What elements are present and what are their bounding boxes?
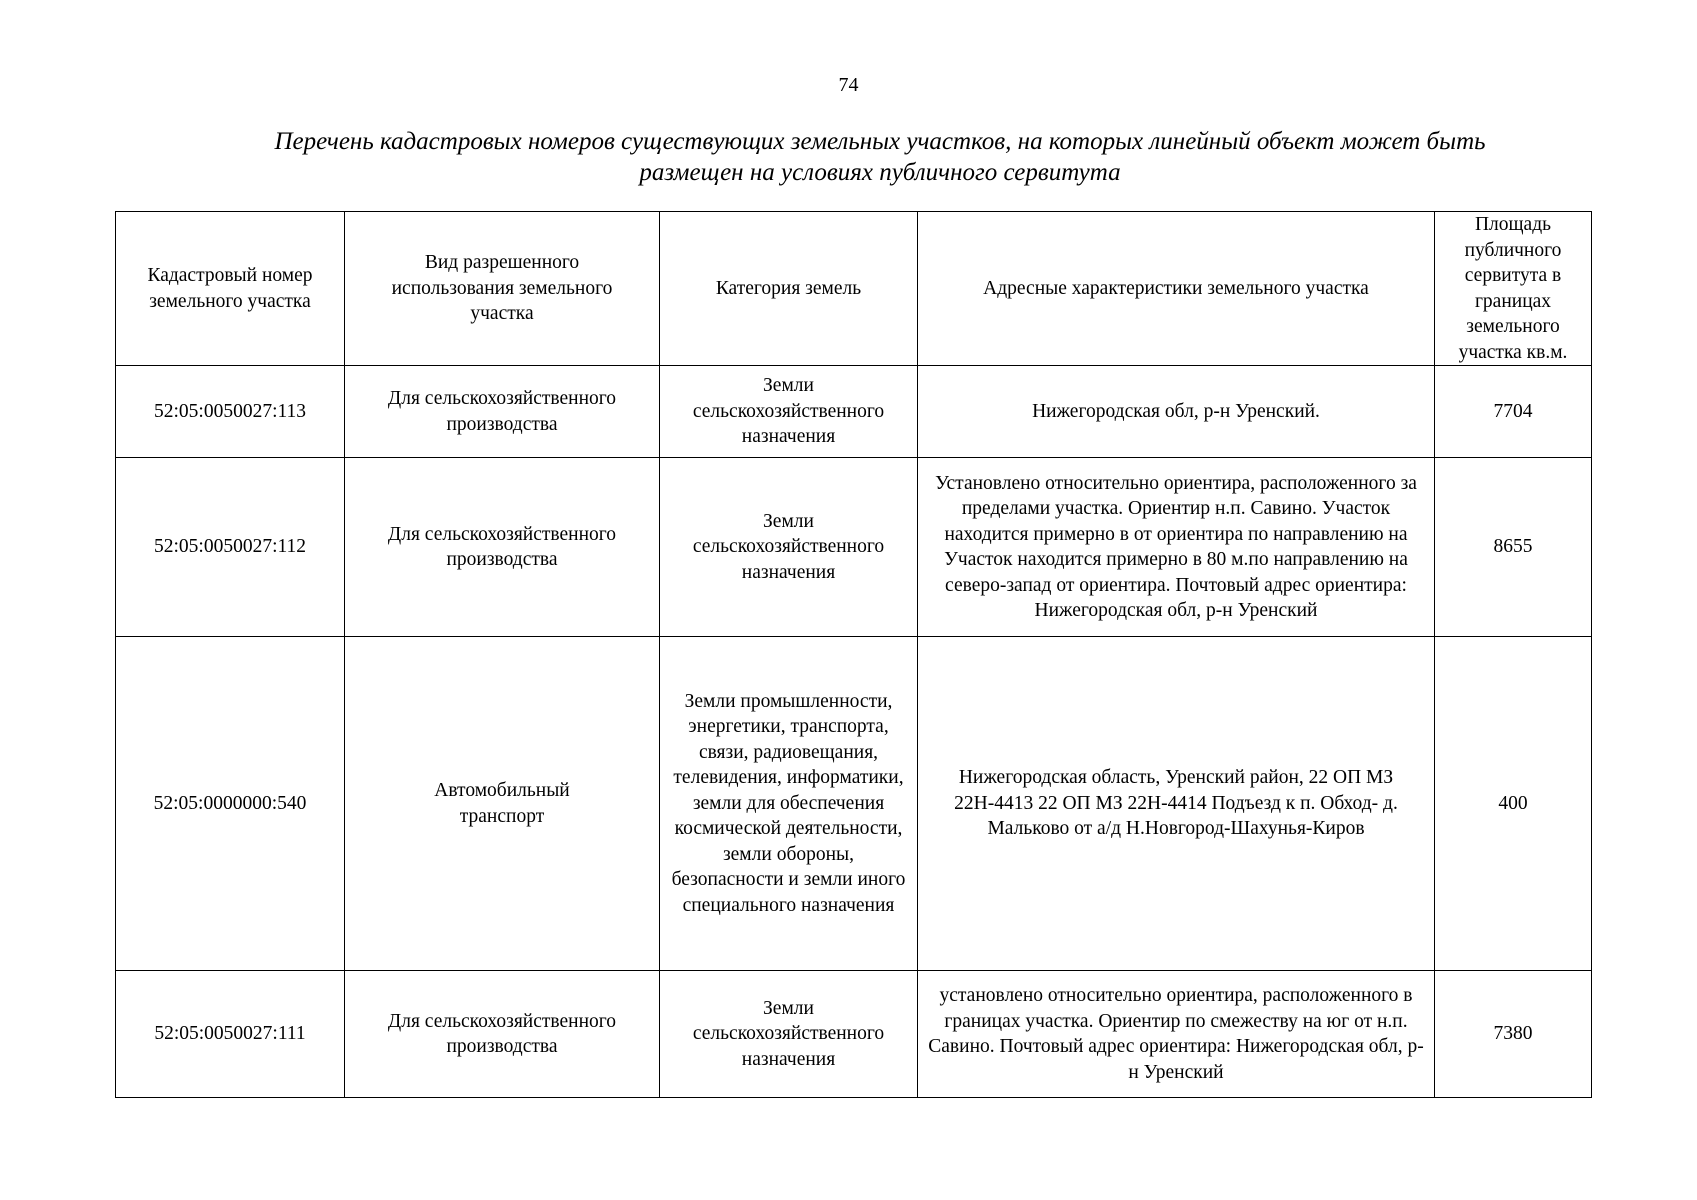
header-servitude-area: Площадь публичного сервитута в границах земельного участка кв.м.	[1435, 212, 1592, 366]
cell-cadastral-number: 52:05:0000000:540	[116, 637, 345, 971]
table-header-row	[116, 212, 1592, 366]
document-title-line-1: Перечень кадастровых номеров существующих земельных участков, на которых линейный объект может быть	[274, 128, 1486, 155]
header-cadastral-number: Кадастровый номер земельного участка	[116, 212, 345, 366]
cell-permitted-use: Для сельскохозяйственного производства	[345, 366, 660, 458]
header-address: Адресные характеристики земельного участка	[918, 212, 1435, 366]
cell-cadastral-number: 52:05:0050027:112	[116, 458, 345, 637]
cell-permitted-use: Автомобильный транспорт	[345, 637, 660, 971]
cell-permitted-use: Для сельскохозяйственного производства	[345, 458, 660, 637]
cell-address: установлено относительно ориентира, расположенного в границах участка. Ориентир по смежеству на юг от н.п. Савино. Почтовый адрес ориентира: Нижегородская обл, р-н Уренский	[918, 971, 1435, 1098]
page-number: 74	[838, 74, 859, 96]
header-permitted-use: Вид разрешенного использования земельного участка	[345, 212, 660, 366]
cell-servitude-area: 8655	[1435, 458, 1592, 637]
table-row	[116, 458, 1592, 637]
cell-land-category: Земли промышленности, энергетики, транспорта, связи, радиовещания, телевидения, информатики, земли для обеспечения космической деятельности, земли обороны, безопасности и земли иного специального назначения	[660, 637, 918, 971]
cell-address: Нижегородская обл, р-н Уренский.	[918, 366, 1435, 458]
cell-address: Установлено относительно ориентира, расположенного за пределами участка. Ориентир н.п. Савино. Участок находится примерно в от ориентира по направлению на Участок находится примерно в 80 м.по направлению на северо-запад от ориентира. Почтовый адрес ориентира: Нижегородская обл, р-н Уренский	[918, 458, 1435, 637]
table-row	[116, 366, 1592, 458]
table-row	[116, 637, 1592, 971]
cell-address: Нижегородская область, Уренский район, 22 ОП МЗ 22Н-4413 22 ОП МЗ 22Н-4414 Подъезд к п. Обход- д. Мальково от а/д Н.Новгород-Шахунья-Киров	[918, 637, 1435, 971]
header-land-category: Категория земель	[660, 212, 918, 366]
cell-land-category: Земли сельскохозяйственного назначения	[660, 458, 918, 637]
cell-servitude-area: 400	[1435, 637, 1592, 971]
cell-permitted-use: Для сельскохозяйственного производства	[345, 971, 660, 1098]
cell-cadastral-number: 52:05:0050027:113	[116, 366, 345, 458]
cell-servitude-area: 7704	[1435, 366, 1592, 458]
cell-land-category: Земли сельскохозяйственного назначения	[660, 366, 918, 458]
cell-cadastral-number: 52:05:0050027:111	[116, 971, 345, 1098]
document-title-line-2: размещен на условиях публичного сервитута	[639, 159, 1121, 186]
document-title	[180, 126, 1580, 188]
cell-land-category: Земли сельскохозяйственного назначения	[660, 971, 918, 1098]
cell-servitude-area: 7380	[1435, 971, 1592, 1098]
table-row	[116, 971, 1592, 1098]
land-plots-table	[115, 211, 1592, 1098]
